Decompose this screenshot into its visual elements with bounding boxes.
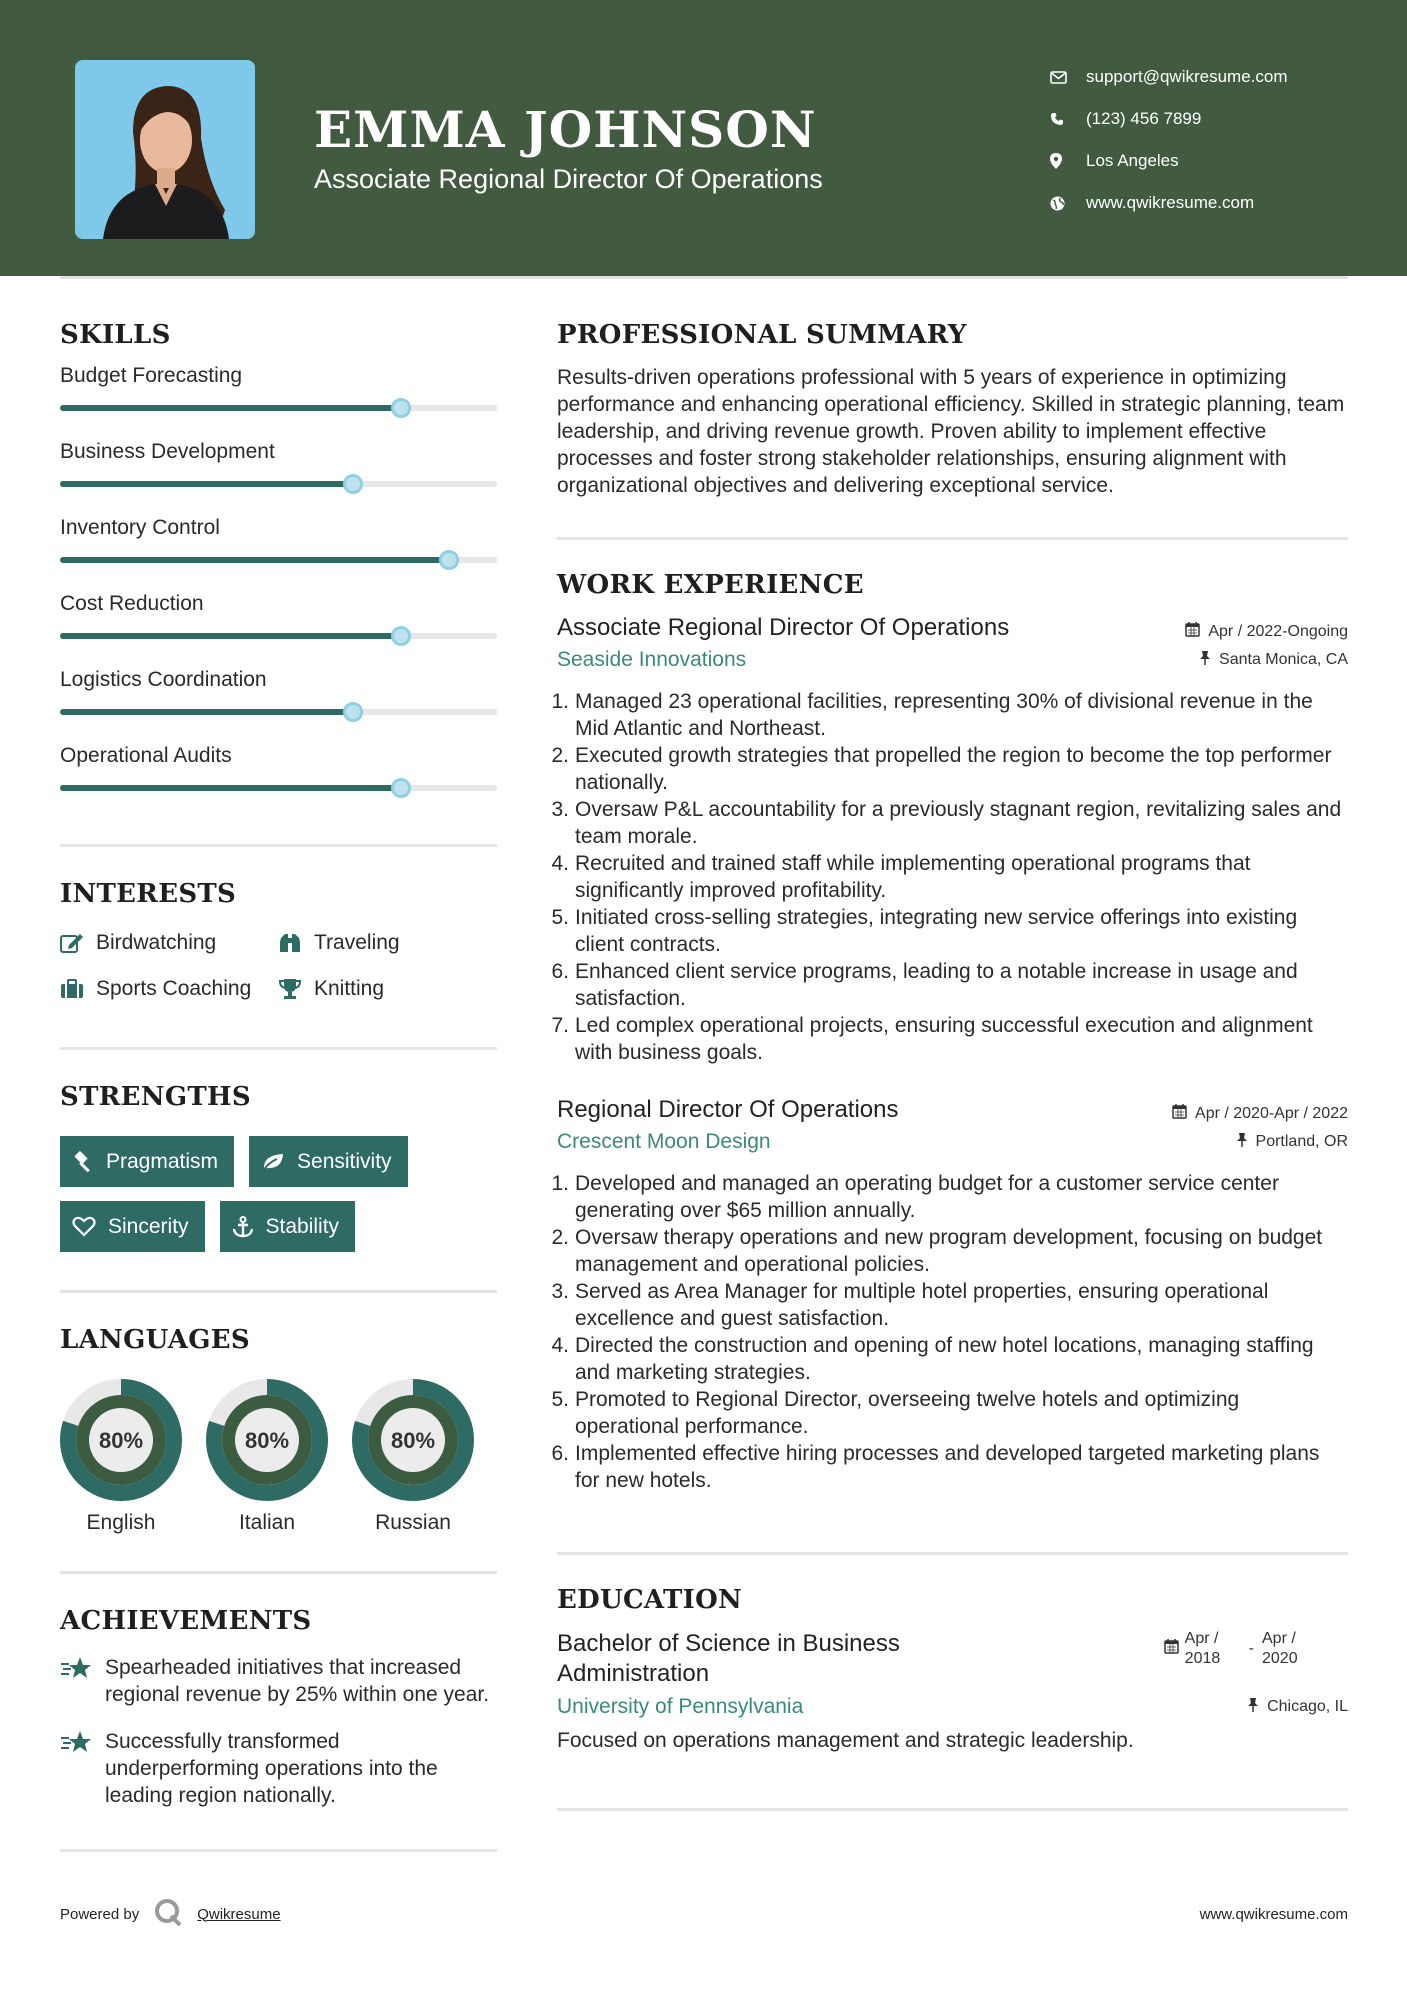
- education-subheader: [557, 1695, 1348, 1719]
- skill-track: [60, 633, 497, 639]
- contact-location: [1050, 140, 1288, 182]
- interest-item: [278, 977, 497, 1001]
- job-location-text: Santa Monica, CA: [1219, 651, 1348, 668]
- skill-name: Business Development: [60, 440, 275, 463]
- interests-list: [60, 931, 497, 1001]
- skill-knob: [391, 778, 411, 798]
- interest-item: [60, 977, 278, 1001]
- contact-email-text: support@qwikresume.com: [1086, 67, 1288, 86]
- job-dates: [1185, 622, 1348, 642]
- section-divider: [557, 537, 1348, 540]
- bullet-item: [551, 1440, 1348, 1494]
- skill-item: [60, 582, 497, 658]
- profile-photo: [75, 60, 255, 239]
- bullet-text: Oversaw therapy operations and new program development, focusing on budget management and operational policies.: [575, 1226, 1323, 1276]
- skill-item: [60, 734, 497, 810]
- bullet-text: Executed growth strategies that propelled the region to become the top performer nationally.: [575, 744, 1332, 794]
- school-name: University of Pennsylvania: [557, 1695, 804, 1718]
- job-dates-text: Apr / 2022-Ongoing: [1208, 623, 1348, 640]
- job-entry: [551, 1096, 1348, 1494]
- education-start: Apr / 2018: [1184, 1630, 1221, 1667]
- job-bullets: [551, 1170, 1348, 1494]
- section-divider: [60, 844, 497, 847]
- education-dates: [1164, 1629, 1308, 1669]
- bullet-item: [551, 742, 1348, 796]
- calendar-icon: [1172, 1104, 1187, 1124]
- interest-label: Knitting: [314, 977, 385, 1000]
- globe-icon: [1050, 196, 1086, 211]
- heart-icon: [72, 1216, 96, 1237]
- skill-fill: [60, 633, 401, 639]
- strength-chip: [249, 1136, 408, 1187]
- bullet-item: [551, 904, 1348, 958]
- candidate-title: Associate Regional Director Of Operations: [314, 164, 823, 194]
- job-subheader: [557, 1130, 1348, 1154]
- contact-email[interactable]: [1050, 56, 1288, 98]
- language-percent: 80%: [244, 1428, 290, 1453]
- calendar-icon: [1164, 1639, 1179, 1659]
- skill-fill: [60, 557, 449, 563]
- section-divider: [60, 1047, 497, 1050]
- strength-chip: [60, 1201, 205, 1252]
- job-dates: [1172, 1104, 1348, 1124]
- job-location-text: Portland, OR: [1255, 1133, 1348, 1150]
- bullet-item: [551, 688, 1348, 742]
- anchor-icon: [232, 1216, 254, 1238]
- bullet-item: [551, 1012, 1348, 1066]
- languages-list: [60, 1379, 497, 1535]
- skill-item: [60, 506, 497, 582]
- job-title: Associate Regional Director Of Operations: [557, 614, 1010, 641]
- education-dash: -: [1248, 1640, 1254, 1657]
- language-item: [206, 1379, 328, 1535]
- trophy-icon: [278, 978, 314, 1000]
- strength-label: Pragmatism: [106, 1149, 219, 1173]
- skill-track: [60, 481, 497, 487]
- strengths-list: [60, 1136, 497, 1252]
- skill-item: [60, 658, 497, 734]
- bullet-item: [551, 1224, 1348, 1278]
- bullet-number: 2.: [551, 1226, 569, 1249]
- bullet-number: 4.: [551, 852, 569, 875]
- skill-name: Operational Audits: [60, 744, 232, 767]
- bullet-item: [551, 1386, 1348, 1440]
- right-column: [551, 320, 1348, 1811]
- left-column: [60, 320, 497, 1852]
- job-location: [1236, 1132, 1348, 1152]
- skill-item: [60, 430, 497, 506]
- contact-list: [1050, 56, 1288, 224]
- achievement-item: [60, 1654, 497, 1708]
- skills-list: [60, 354, 497, 810]
- job-location: [1199, 650, 1348, 670]
- achievement-text: Spearheaded initiatives that increased regional revenue by 25% within one year.: [105, 1656, 490, 1706]
- bullet-text: Managed 23 operational facilities, representing 30% of divisional revenue in the Mid Atlantic and Northeast.: [575, 690, 1313, 740]
- bullet-number: 6.: [551, 1442, 569, 1465]
- strength-label: Sincerity: [108, 1214, 189, 1238]
- language-percent: 80%: [98, 1428, 144, 1453]
- strength-chip: [220, 1201, 356, 1252]
- star-award-icon: [60, 1728, 105, 1809]
- bullet-text: Led complex operational projects, ensuring successful execution and alignment with business goals.: [575, 1014, 1313, 1064]
- pushpin-icon: [1236, 1132, 1248, 1152]
- skill-name: Logistics Coordination: [60, 668, 267, 691]
- bullet-text: Initiated cross-selling strategies, integrating new service offerings into existing client contracts.: [575, 906, 1298, 956]
- language-ring: [60, 1379, 182, 1501]
- bullet-text: Implemented effective hiring processes and developed targeted marketing plans for new hotels.: [575, 1442, 1320, 1492]
- degree-title: Bachelor of Science in Business Administration: [557, 1630, 900, 1687]
- bullet-text: Oversaw P&L accountability for a previously stagnant region, revitalizing sales and team morale.: [575, 798, 1342, 848]
- contact-website[interactable]: [1050, 182, 1288, 224]
- phone-icon: [1050, 112, 1086, 126]
- bullet-item: [551, 796, 1348, 850]
- bullet-number: 7.: [551, 1014, 569, 1037]
- footer-website[interactable]: www.qwikresume.com: [1199, 1905, 1348, 1923]
- gavel-icon: [72, 1151, 94, 1173]
- education-end: Apr / 2020: [1262, 1630, 1298, 1667]
- interest-label: Birdwatching: [96, 931, 217, 954]
- contact-phone[interactable]: [1050, 98, 1288, 140]
- education-heading: EDUCATION: [557, 1585, 743, 1615]
- job-header: [557, 1096, 1348, 1124]
- interests-heading: INTERESTS: [60, 879, 237, 909]
- interest-item: [60, 931, 278, 955]
- bullet-number: 3.: [551, 798, 569, 821]
- education-location: [1247, 1697, 1348, 1717]
- contact-phone-text: (123) 456 7899: [1086, 109, 1202, 128]
- skill-track: [60, 709, 497, 715]
- languages-heading: LANGUAGES: [60, 1325, 250, 1355]
- bullet-number: 1.: [551, 690, 569, 713]
- job-entry: [551, 614, 1348, 1066]
- skill-track: [60, 557, 497, 563]
- skill-knob: [343, 474, 363, 494]
- language-item: [352, 1379, 474, 1535]
- language-ring: [206, 1379, 328, 1501]
- skill-name: Cost Reduction: [60, 592, 204, 615]
- job-subheader: [557, 648, 1348, 672]
- bullet-number: 5.: [551, 906, 569, 929]
- calendar-icon: [1185, 622, 1200, 642]
- bullet-text: Promoted to Regional Director, overseeing twelve hotels and optimizing operational performance.: [575, 1388, 1240, 1438]
- skill-knob: [391, 398, 411, 418]
- skill-track: [60, 405, 497, 411]
- job-bullets: [551, 688, 1348, 1066]
- strength-label: Stability: [265, 1214, 340, 1238]
- education-entry: [557, 1629, 1348, 1754]
- bullet-item: [551, 850, 1348, 904]
- job-title: Regional Director Of Operations: [557, 1096, 899, 1123]
- powered-by-text: Powered by: [60, 1905, 140, 1923]
- bullet-item: [551, 1170, 1348, 1224]
- achievements-heading: ACHIEVEMENTS: [60, 1606, 312, 1636]
- map-pin-icon: [1050, 153, 1086, 169]
- section-divider: [60, 1849, 497, 1852]
- section-divider: [557, 1552, 1348, 1555]
- contact-website-text: www.qwikresume.com: [1086, 193, 1255, 212]
- interest-item: [278, 931, 497, 955]
- skill-fill: [60, 709, 353, 715]
- leaf-icon: [261, 1152, 285, 1172]
- mail-icon: [1050, 71, 1086, 84]
- job-dates-text: Apr / 2020-Apr / 2022: [1195, 1105, 1348, 1122]
- interest-label: Sports Coaching: [96, 977, 252, 1000]
- bullet-text: Served as Area Manager for multiple hotel properties, ensuring operational excellence and guest satisfaction.: [575, 1280, 1269, 1330]
- achievement-item: [60, 1728, 497, 1809]
- section-divider: [60, 1290, 497, 1293]
- language-percent: 80%: [390, 1428, 436, 1453]
- skill-knob: [391, 626, 411, 646]
- strength-label: Sensitivity: [297, 1149, 392, 1173]
- strengths-heading: STRENGTHS: [60, 1082, 251, 1112]
- language-item: [60, 1379, 182, 1535]
- bullet-number: 6.: [551, 960, 569, 983]
- summary-heading: PROFESSIONAL SUMMARY: [557, 320, 967, 350]
- bullet-text: Developed and managed an operating budget for a customer service center generating over $65 million annually.: [575, 1172, 1279, 1222]
- bullet-number: 2.: [551, 744, 569, 767]
- contact-location-text: Los Angeles: [1086, 151, 1179, 170]
- resume-header: [0, 0, 1407, 276]
- bullet-item: [551, 958, 1348, 1012]
- language-name: Italian: [238, 1511, 296, 1534]
- skill-fill: [60, 481, 353, 487]
- binoculars-icon: [278, 932, 314, 954]
- company-name: Crescent Moon Design: [557, 1130, 771, 1153]
- powered-by: [60, 1898, 281, 1930]
- achievement-text: Successfully transformed underperforming operations into the leading region nationally.: [105, 1730, 438, 1807]
- skill-fill: [60, 405, 401, 411]
- bullet-number: 4.: [551, 1334, 569, 1357]
- bullet-number: 5.: [551, 1388, 569, 1411]
- edit-icon: [60, 932, 96, 954]
- brand-link[interactable]: Qwikresume: [197, 1905, 281, 1923]
- star-award-icon: [60, 1654, 105, 1708]
- pushpin-icon: [1199, 650, 1211, 670]
- bullet-number: 3.: [551, 1280, 569, 1303]
- section-divider: [557, 1808, 1348, 1811]
- skill-name: Inventory Control: [60, 516, 220, 539]
- header-divider: [60, 276, 1348, 279]
- company-name: Seaside Innovations: [557, 648, 747, 671]
- footer: [60, 1898, 1348, 1930]
- education-description: Focused on operations management and strategic leadership.: [557, 1729, 1134, 1752]
- skill-item: [60, 354, 497, 430]
- education-location-text: Chicago, IL: [1267, 1698, 1348, 1715]
- bullet-text: Directed the construction and opening of new hotel locations, managing staffing and marketing strategies.: [575, 1334, 1314, 1384]
- skill-fill: [60, 785, 401, 791]
- section-divider: [60, 1571, 497, 1574]
- language-name: English: [86, 1511, 156, 1534]
- interest-label: Traveling: [314, 931, 400, 954]
- language-ring: [352, 1379, 474, 1501]
- strength-chip: [60, 1136, 234, 1187]
- bullet-number: 1.: [551, 1172, 569, 1195]
- qwikresume-logo-icon: [153, 1898, 183, 1930]
- skill-name: Budget Forecasting: [60, 364, 243, 387]
- candidate-name: EMMA JOHNSON: [314, 100, 817, 159]
- education-header: [557, 1629, 1348, 1689]
- skills-heading: SKILLS: [60, 320, 171, 350]
- pushpin-icon: [1247, 1697, 1259, 1717]
- bullet-item: [551, 1332, 1348, 1386]
- language-name: Russian: [375, 1511, 451, 1534]
- skill-knob: [343, 702, 363, 722]
- bullet-text: Recruited and trained staff while implementing operational programs that significantly improved profitability.: [575, 852, 1251, 902]
- bullet-item: [551, 1278, 1348, 1332]
- job-header: [557, 614, 1348, 642]
- skill-track: [60, 785, 497, 791]
- briefcase-icon: [60, 979, 96, 999]
- bullet-text: Enhanced client service programs, leading to a notable increase in usage and satisfaction.: [575, 960, 1298, 1010]
- summary-text: Results-driven operations professional with 5 years of experience in optimizing performance and enhancing operational efficiency. Skilled in strategic planning, team leadership, and driving revenue growth. Proven ability to implement effective processes and foster strong stakeholder relationships, ensuring alignment with organizational objectives and delivering exceptional service.: [557, 366, 1345, 497]
- experience-heading: WORK EXPERIENCE: [557, 570, 864, 600]
- skill-knob: [439, 550, 459, 570]
